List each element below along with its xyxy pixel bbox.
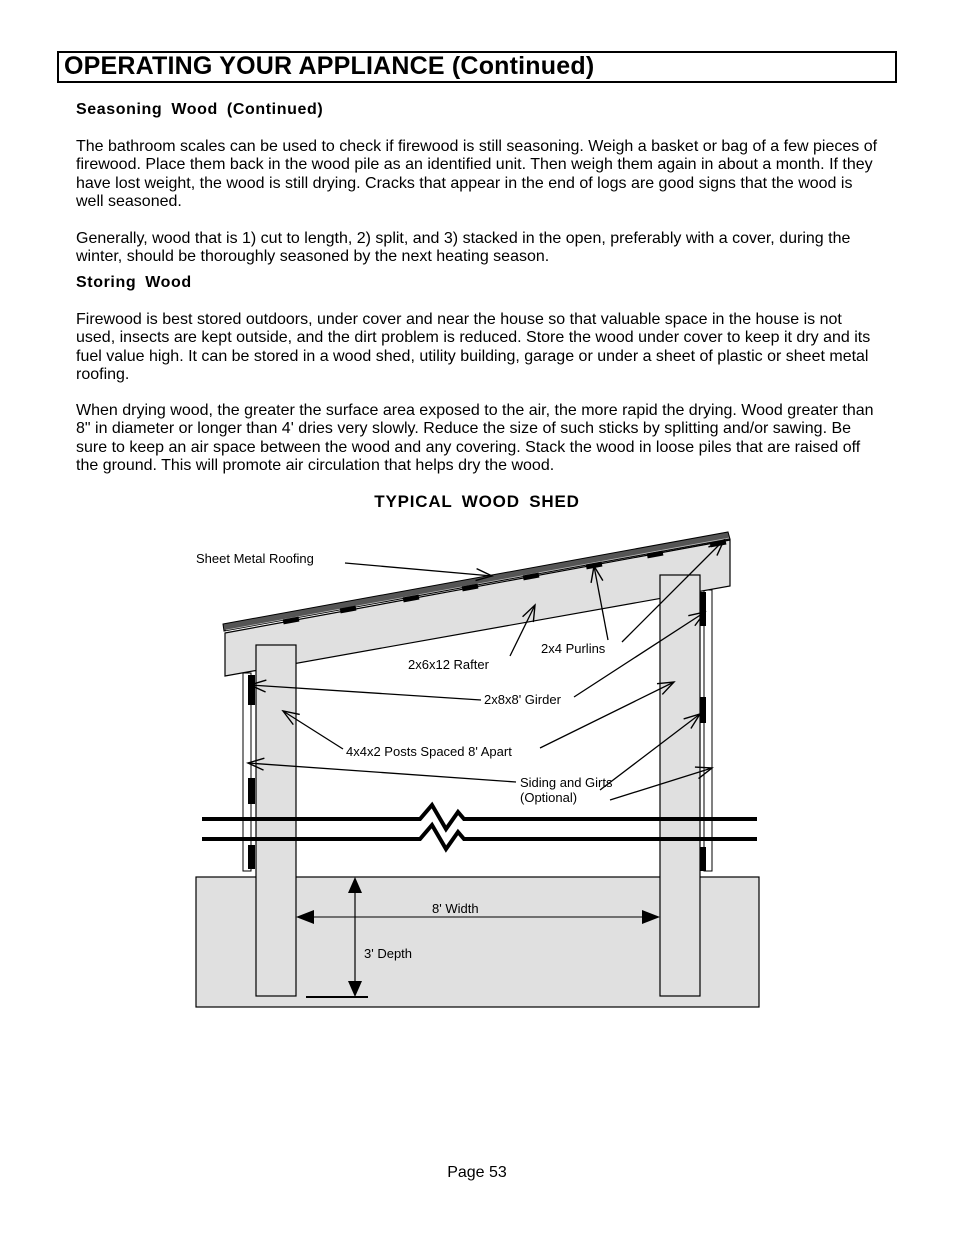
page-title: OPERATING YOUR APPLIANCE (Continued): [64, 52, 595, 80]
paragraph-storing-1: Firewood is best stored outdoors, under cover and near the house so that valuable space in the house is not used, insects are kept outside, and the dirt problem is reduced. Store the wood under cover to keep it dry and its fuel value high. It can be stored in a wood shed, utility building, garage or under a sheet of plastic or sheet metal roofing.: [76, 311, 871, 383]
left-girt: [248, 675, 255, 705]
right-siding: [704, 590, 712, 871]
section-heading-storing: Storing Wood: [76, 274, 192, 291]
left-girt: [248, 778, 255, 804]
label-depth: 3' Depth: [364, 946, 413, 961]
label-sheet-metal-roofing: Sheet Metal Roofing: [196, 551, 314, 566]
label-posts: 4x4x2 Posts Spaced 8' Apart: [346, 744, 512, 759]
label-siding-line1: Siding and Girts: [520, 775, 613, 790]
figure-title: TYPICAL WOOD SHED: [374, 492, 580, 511]
label-rafter: 2x6x12 Rafter: [408, 657, 489, 672]
paragraph-storing-2: When drying wood, the greater the surface area exposed to the air, the more rapid the drying. Wood greater than 8" in diameter or longer than 4' dries very slowly. Reduce the size of such sticks by splitting and/or sawing. Be sure to keep an air space between the wood and any covering. Stack the wood in loose piles that are raised off the ground. This will promote air circulation that helps dry the wood.: [76, 402, 874, 474]
label-purlins: 2x4 Purlins: [541, 641, 606, 656]
page-number: Page 53: [447, 1164, 507, 1181]
label-girder: 2x8x8' Girder: [484, 692, 561, 707]
paragraph-seasoning-2: Generally, wood that is 1) cut to length, 2) split, and 3) stacked in the open, preferably with a cover, during the winter, should be thoroughly seasoned by the next heating season.: [76, 230, 851, 266]
paragraph-seasoning-1: The bathroom scales can be used to check if firewood is still seasoning. Weigh a basket or bag of a few pieces of firewood. Place them back in the wood pile as an identified unit. Then weigh them again in about a month. If they have lost weight, the wood is still drying. Cracks that appear in the end of logs are good signs that the wood is well seasoned.: [76, 138, 878, 210]
left-girt: [248, 845, 255, 869]
label-width: 8' Width: [432, 901, 479, 916]
section-heading-seasoning: Seasoning Wood (Continued): [76, 101, 324, 118]
post-right: [660, 575, 700, 996]
label-siding-line2: (Optional): [520, 790, 578, 805]
